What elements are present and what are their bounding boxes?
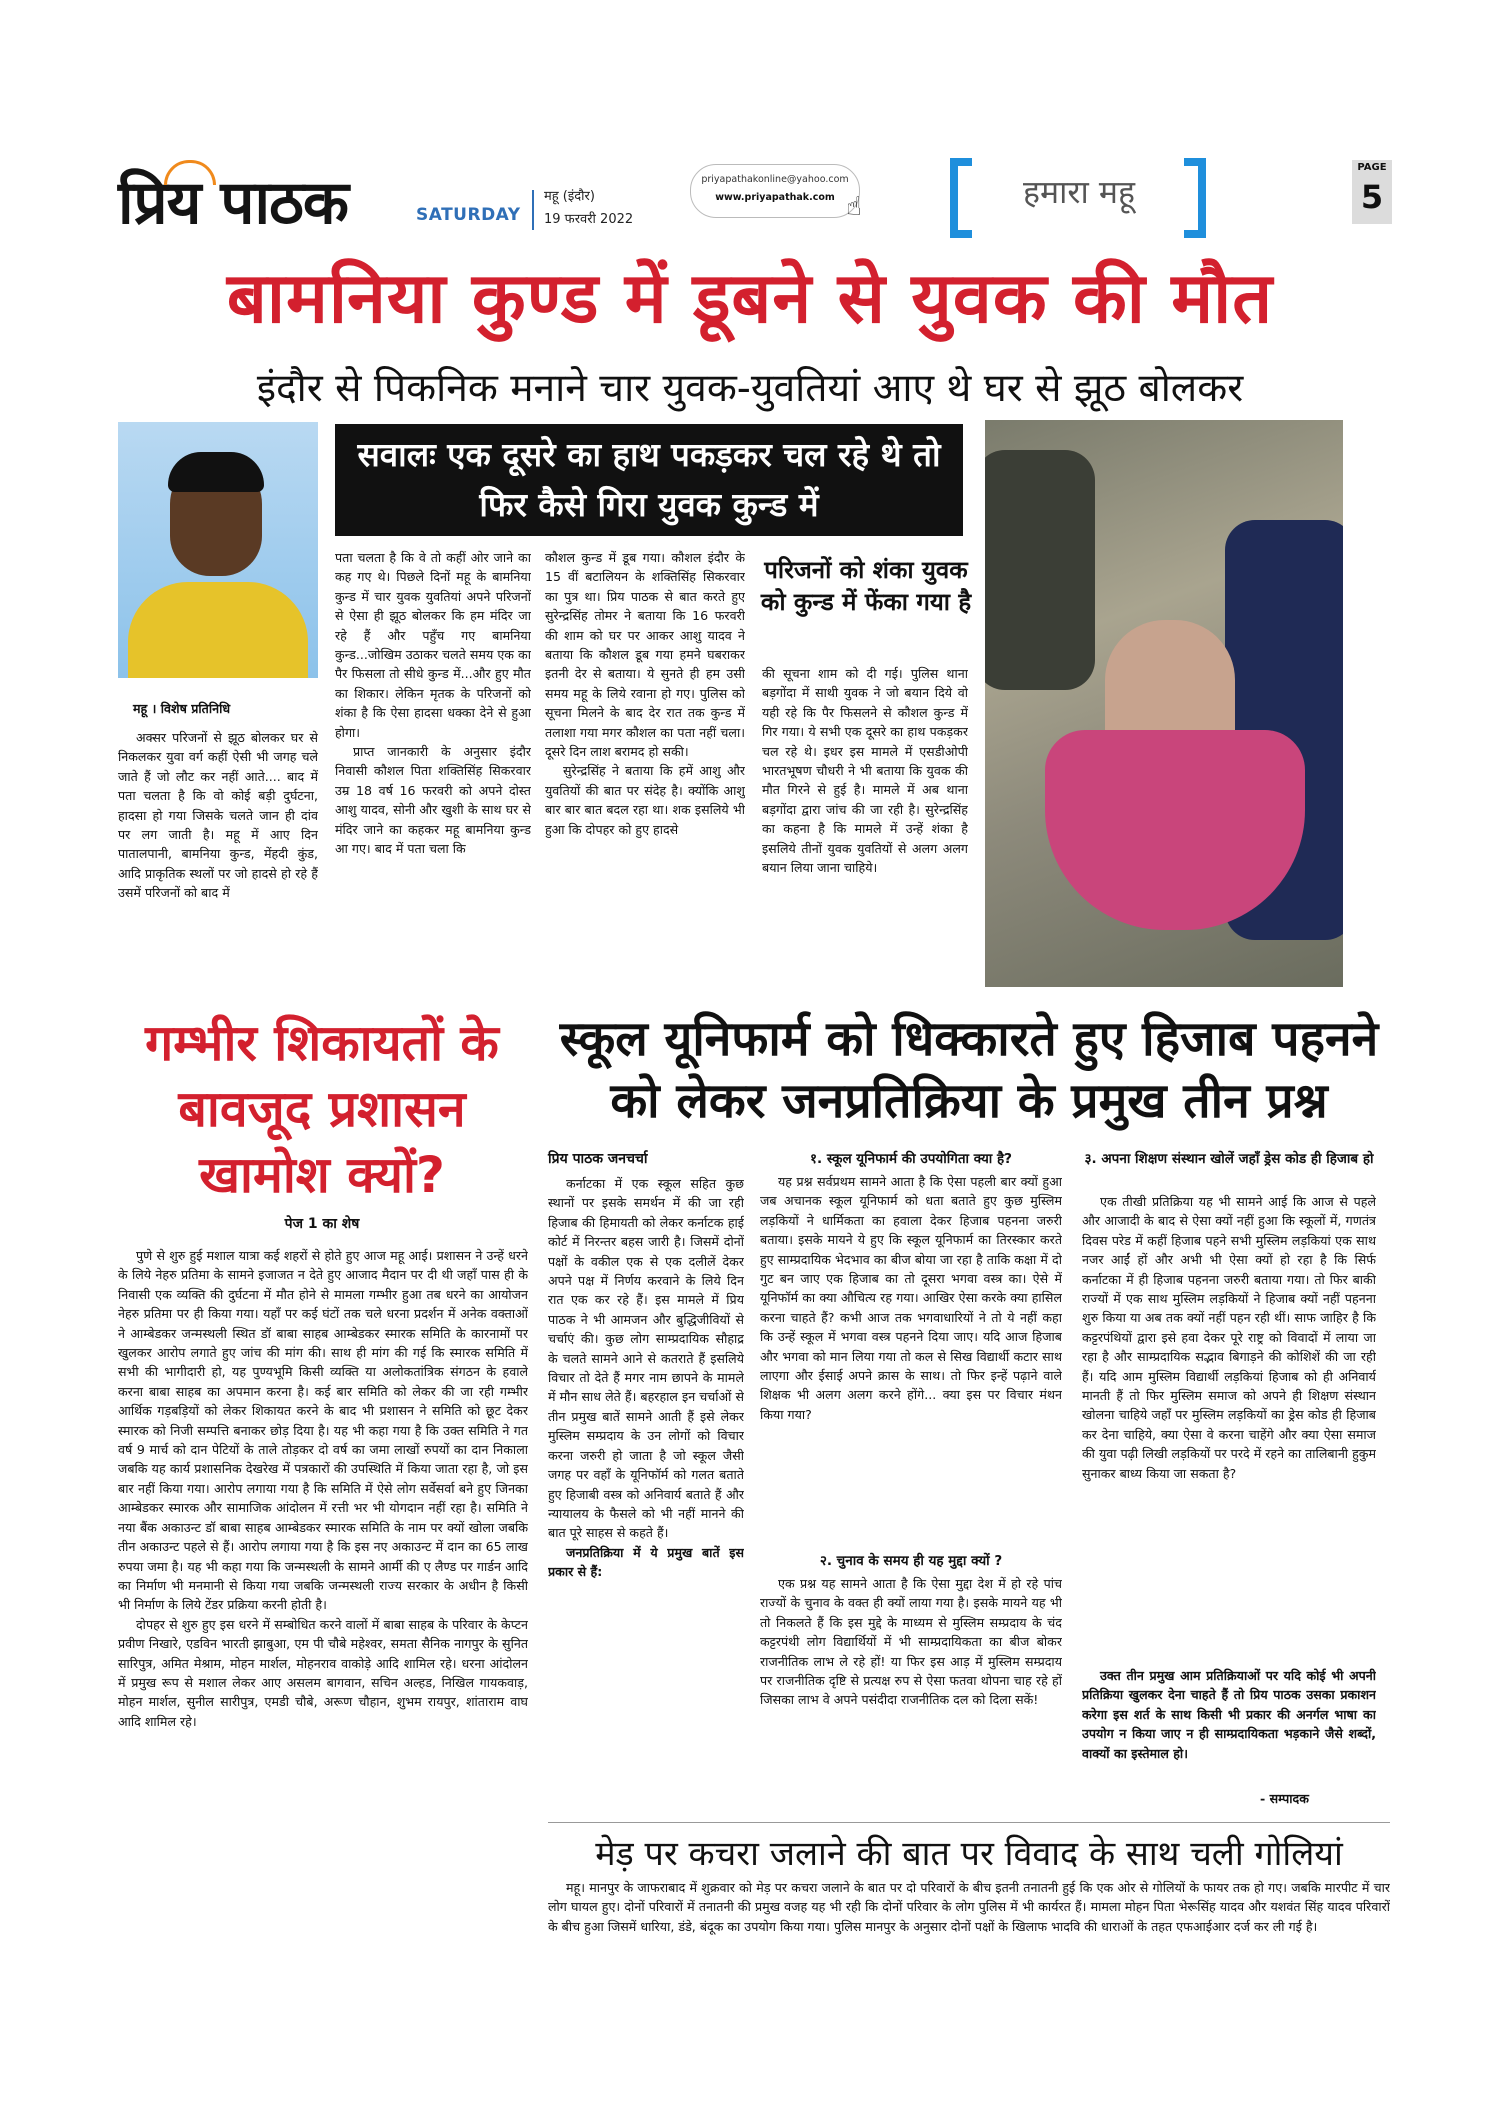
editor-note — [1082, 1666, 1376, 1788]
issue-day: SATURDAY — [416, 205, 521, 225]
question-1-heading: १. स्कूल यूनिफार्म की उपयोगिता क्या है? — [809, 1151, 1012, 1167]
section-label: हमारा महू — [1022, 173, 1136, 211]
lead-column-2 — [335, 548, 531, 998]
newspaper-logo: प्रिय पाठक — [118, 170, 348, 236]
hijab-column-1 — [548, 1174, 744, 1806]
page-number: 5 — [1360, 178, 1384, 216]
sun-logo-icon — [164, 160, 216, 185]
paragraph: की सूचना शाम को दी गई। पुलिस थाना बड़गोंदा में साथी युवक ने जो बयान दिये वो यही रहे कि पैर फिसलने से कौशल कुन्ड में गिर गया। ये सभी एक दूसरे का हाथ पकड़कर चल रहे थे। इधर इस मामले में एसडीओपी भारतभूषण चौधरी ने भी बताया कि युवक की मौत गिरने से हुई है। मामले में अब थाना बड़गोंदा द्वारा जांच की जा रही है। सुरेन्द्रसिंह का कहना है कि मामले में उन्हें शंका है इसलिये तीनों युवक युवतियों से अलग अलग बयान लिया जाना चाहिये। — [762, 666, 968, 876]
paragraph: उक्त तीन प्रमुख आम प्रतिक्रियाओं पर यदि कोई भी अपनी प्रतिक्रिया खुलकर देना चाहते हैं तो प्रिय पाठक उसका प्रकाशन करेगा इस शर्त के साथ किसी भी प्रकार की अनर्गल भाषा का उपयोग न किया जाए न ही साम्प्रदायिकता भड़काने जैसे शब्दों, वाक्यों का इस्तेमाल हो। — [1082, 1668, 1376, 1761]
complaint-headline: गम्भीर शिकायतों के बावजूद प्रशासन खामोश क्यों? — [145, 1014, 499, 1204]
right-bracket-icon — [1184, 158, 1206, 238]
contact-website: www.priyapathak.com — [715, 192, 835, 203]
left-bracket-icon — [950, 158, 972, 238]
editor-sign: - सम्पादक — [1260, 1791, 1309, 1806]
contact-box — [690, 164, 860, 218]
hijab-headline: स्कूल यूनिफार्म को धिक्कारते हुए हिजाब पहनने को लेकर जनप्रतिक्रिया के प्रमुख तीन प्रश्न — [559, 1011, 1379, 1129]
question-2-heading: २. चुनाव के समय ही यह मुद्दा क्यों ? — [819, 1553, 1003, 1569]
photo-hair — [168, 452, 264, 492]
paragraph: महू। मानपुर के जाफराबाद में शुक्रवार को मेड़ पर कचरा जलाने के बात पर दो परिवारों के बीच इतनी तनातनी हुई कि एक ओर से गोलियों के फायर तक हो गए। जबकि मारपीट में चार लोग घायल हुए। दोनों परिवारों में तनातनी की प्रमुख वजह यह भी रही कि दोनों परिवार के लोग पुलिस में भी कार्यरत हैं। मामला मोहन पिता भेरूसिंह यादव और यशवंत सिंह यादव परिवारों के बीच हुआ जिसमें धारिया, डंडे, बंदूक का उपयोग किया गया। पुलिस मानपुर के अनुसार दोनों पक्षों के खिलाफ भादवि की धाराओं के तहत एफआईआर दर्ज कर ली गई है। — [548, 1880, 1390, 1934]
lead-headline: बामनिया कुण्ड में डूबने से युवक की मौत — [226, 257, 1274, 339]
pointing-hand-icon: ☝ — [846, 192, 862, 222]
paragraph: पुणे से शुरु हुई मशाल यात्रा कई शहरों से होते हुए आज महू आई। प्रशासन ने उन्हें धरने के लिये नेहरु प्रतिमा के सामने इजाजत न देते हुए आजाद मैदान पर दी थी जहाँ पास ही के निवासी एक व्यक्ति की दुर्घटना में मौत होने से मामला गम्भीर हुआ तब धरने का आयोजन नेहरु प्रतिमा पर ही किया गया। यहाँ पर कई घंटों तक चले धरना प्रदर्शन में अनेक वक्ताओं ने आम्बेडकर जन्मस्थली स्थित डॉ बाबा साहब आम्बेडकर स्मारक समिति के कारनामों पर खुलकर आरोप लगाते हुए जांच की मांग की। साथ ही मांग की गई कि स्मारक समिति में सभी की भागीदारी हो, यह पुण्यभूमि किसी व्यक्ति या अलोकतांत्रिक संगठन के हवाले करना बाबा साहब का अपमान करना है। कई बार समिति को लेकर की जा रही गम्भीर आर्थिक गड़बड़ियों को लेकर शिकायत करने के बाद भी प्रशासन ने समिति को छूट देकर स्मारक को निजी सम्पत्ति बनाकर छोड़ दिया है। यह भी कहा गया है कि उक्त समिति ने गत वर्ष 9 मार्च को दान पेटियों के ताले तोड़कर दो वर्ष का जमा लाखों रुपयों का दान निकाला जबकि यह कार्य प्रशासनिक देखरेख में पत्रकारों की उपस्थिति में किया जाता रहा है, जो इस बार नहीं किया गया। आरोप लगाया गया है कि समिति में ऐसे लोग सर्वेसर्वा बने हुए जिनका आम्बेडकर स्मारक और सामाजिक आंदोलन में रत्ती भर भी योगदान नहीं रहा है। समिति ने नया बैंक अकाउन्ट डॉ बाबा साहब आम्बेडकर स्मारक समिति के नाम पर क्यों खोला जबकि तीन अकाउन्ट पहले से हैं। आरोप लगाया गया है कि इस नए अकाउन्ट में दान का 65 लाख रुपया जमा है। यह भी कहा गया कि जन्मस्थली के सामने आर्मी की ए लैण्ड पर गार्डन आदि का निर्माण भी मनमानी से किया गया जबकि जन्मस्थली राज्य सरकार के अधीन है किसी भी निर्माण के लिये टेंडर प्रक्रिया करनी होती है। — [118, 1248, 528, 1613]
question-1-text — [760, 1172, 1062, 1548]
paragraph: यह प्रश्न सर्वप्रथम सामने आता है कि ऐसा पहली बार क्यों हुआ जब अचानक स्कूल यूनिफार्म को धता बताते हुए कुछ मुस्लिम लड़कियों ने धार्मिकता का हवाला देकर हिजाब पहनना जरुरी बताया। इसके मायने ये हुए कि स्कूल यूनिफार्म का तिरस्कार करते हुए साम्प्रदायिक भेदभाव का बीज बोया जा रहा है ताकि कक्षा में दो गुट बन जाए एक हिजाब का तो दूसरा भगवा वस्त्र का। ऐसे में यूनिफॉर्म का क्या औचित्य रह गया। आखिर ऐसा करके क्या हासिल करना चाहते हैं? कभी आज तक भगवाधारियों ने तो ये नहीं कहा कि उन्हें स्कूल में भगवा वस्त्र पहनने दिया जाए। यदि आज हिजाब और भगवा को मान लिया गया तो कल से सिख विद्यार्थी कटार साथ लाएगा और ईसाई अपने क्रास के साथ। तो फिर इन्हें पढ़ाने वाले शिक्षक भी अलग अलग करने होंगे... क्या इस पर विचार मंथन किया गया? — [760, 1174, 1062, 1422]
lead-subhead: इंदौर से पिकनिक मनाने चार युवक-युवतियां आए थे घर से झूठ बोलकर — [256, 366, 1244, 411]
question-text: सवालः एक दूसरे का हाथ पकड़कर चल रहे थे तो फिर कैसे गिरा युवक कुन्ड में — [357, 435, 941, 524]
column-label: प्रिय पाठक जनचर्चा — [548, 1151, 648, 1167]
question-2-text — [760, 1574, 1062, 1806]
lead-column-4 — [762, 664, 968, 998]
question-3-text — [1082, 1192, 1376, 1662]
paragraph: पता चलता है कि वे तो कहीं ओर जाने का कह गए थे। पिछले दिनों महू के बामनिया कुन्ड में चार युवक युवतियां अपने परिजनों से ऐसा ही झूठ बोलकर कि हम मंदिर जा रहे हैं और पहुँच गए बामनिया कुन्ड...जोखिम उठाकर चलते समय एक का पैर फिसला तो सीधे कुन्ड में...और हुए मौत का शिकार। लेकिन मृतक के परिजनों को शंका है कि ऐसा हादसा धक्का देने से हुआ होगा। — [335, 550, 531, 740]
question-3-heading: ३. अपना शिक्षण संस्थान खोलें जहाँ ड्रेस कोड ही हिजाब हो — [1084, 1151, 1374, 1167]
issue-place: महू (इंदौर) — [544, 189, 595, 204]
contact-email: priyapathakonline@yahoo.com — [701, 174, 849, 185]
paragraph: सुरेन्द्रसिंह ने बताया कि हमें आशु और युवतियों की बात पर संदेह है। क्योंकि आशु बार बार बात बदल रहा था। शक इसलिये भी हुआ कि दोपहर को हुए हादसे — [545, 763, 745, 837]
photo-arm — [985, 450, 1095, 690]
complaint-body — [118, 1246, 528, 1806]
paragraph: जनप्रतिक्रिया में ये प्रमुख बातें इस प्रकार से हैं: — [548, 1544, 744, 1580]
paragraph: एक प्रश्न यह सामने आता है कि ऐसा मुद्दा देश में हो रहे पांच राज्यों के चुनाव के वक्त ही क्यों लाया गया है। इसके मायने यह भी तो निकलते हैं कि इस मुद्दे के माध्यम से मुस्लिम सम्प्रदाय के चंद कट्टरपंथी लोग विद्यार्थियों में भी साम्प्रदायिकता का बीज बोकर राजनीतिक लाभ ले रहे हों! या फिर इस आड़ में मुस्लिम सम्प्रदाय पर राजनीतिक दृष्टि से प्रत्यक्ष रुप से ऐसा फतवा थोपना चाह रहे हों जिसका लाभ वे अपने पसंदीदा राजनीतिक दल को दिला सकें! — [760, 1576, 1062, 1708]
paragraph: कौशल कुन्ड में डूब गया। कौशल इंदौर के 15 वीं बटालियन के शक्तिसिंह सिकरवार का पुत्र था। प्रिय पाठक से बात करते हुए सुरेन्द्रसिंह तोमर ने बताया कि 16 फरवरी की शाम को घर पर आकर आशु यादव ने बताया कि कौशल डूब गया हमने घबराकर इतनी देर से बताया। ये सुनते ही हम उसी समय महू के लिये रवाना हो गए। पुलिस को सूचना मिलने के बाद देर रात तक कुन्ड में तलाशा गया मगर कौशल का पता नहीं चला। दूसरे दिन लाश बरामद हो सकी। — [545, 550, 745, 760]
paragraph: प्राप्त जानकारी के अनुसार इंदौर निवासी कौशल पिता शक्तिसिंह सिकरवार उम्र 18 वर्ष 16 फरवरी को अपने दोस्त आशु यादव, सोनी और खुशी के साथ घर से मंदिर जाने का कहकर महू बामनिया कुन्ड आ गए। बाद में पता चला कि — [335, 744, 531, 857]
lead-column-1 — [118, 728, 318, 998]
lead-column-3 — [545, 548, 745, 998]
complaint-kicker: पेज 1 का शेष — [284, 1216, 360, 1232]
paragraph: दोपहर से शुरु हुए इस धरने में सम्बोधित करने वालों में बाबा साहब के परिवार के केप्टन प्रवीण निखारे, एडविन भारती झाबुआ, एम पी चौबे महेश्वर, समता सैनिक नागपुर के सुनित सारिपुत्र, अमित मेश्राम, मोहन मार्शल, मोहनराव वाकोड़े आदि शामिल रहे। धरना आंदोलन में प्रमुख रूप से मशाल लेकर आए असलम बागवान, सचिन अल्हड, निखिल गायकवाड़, मोहन मार्शल, सुनील सारीपुत्र, एमडी चौबे, अरूण चौहान, शुभम रायपुर, शांताराम वाघ आदि शामिल रहे। — [118, 1616, 528, 1729]
page-label: PAGE — [1357, 162, 1387, 173]
dateline-divider — [532, 190, 534, 230]
concern-heading: परिजनों को शंका युवक को कुन्ड में फेंका गया है — [760, 556, 972, 616]
rescue-photo — [985, 420, 1343, 987]
shooting-body — [548, 1878, 1390, 1978]
paragraph: अक्सर परिजनों से झूठ बोलकर घर से निकलकर युवा वर्ग कहीं ऐसी भी जगह चले जाते हैं जो लौट कर नहीं आते.... बाद में पता चलता है कि वो कोई बड़ी दुर्घटना, हादसा हो गया जिसके चलते जान ही दांव पर लग जाती है। महू में आए दिन पातालपानी, बामनिया कुन्ड, मेंहदी कुंड, आदि प्राकृतिक स्थलों पर जो हादसे हो रहे हैं उसमें परिजनों को बाद में — [118, 730, 318, 901]
photo-shirt — [128, 582, 308, 678]
issue-date: 19 फरवरी 2022 — [544, 212, 634, 227]
victim-photo — [118, 422, 318, 678]
byline: महू । विशेष प्रतिनिधि — [133, 701, 231, 716]
paragraph: एक तीखी प्रतिक्रिया यह भी सामने आई कि आज से पहले और आजादी के बाद से ऐसा क्यों नहीं हुआ कि स्कूलों में, गणतंत्र दिवस परेड में कहीं हिजाब पहने सभी मुस्लिम लड़कियां एक साथ नजर आईं हों और अभी भी ऐसा क्यों हो रहा है कि सिर्फ कर्नाटका में ही हिजाब पहनना जरुरी बताया गया। तो फिर बाकी राज्यों में एक साथ मुस्लिम लड़कियों ने हिजाब क्यों नहीं पहनना शुरु किया या अब तक क्यों नहीं पहन रही थीं। साफ जाहिर है कि कट्टरपंथियों द्वारा इसे हवा देकर पूरे राष्ट्र को विवादों में लाया जा रहा है और साम्प्रदायिक सद्भाव बिगाड़ने की कोशिशें की जा रही हैं। यदि आम मुस्लिम विद्यार्थी लड़कियां हिजाब को ही अनिवार्य मानती हैं तो फिर मुस्लिम समाज को अपने ही शिक्षण संस्थान खोलना चाहिये जहाँ पर मुस्लिम लड़कियों का ड्रेस कोड ही हिजाब कर देना चाहिये, क्या ऐसा वे करना चाहेंगे और क्या ऐसा समाज की युवा पढ़ी लिखी लड़कियों पर परदे में रहने का तालिबानी हुकुम सुनाकर बाध्य किया जा सकता है? — [1082, 1194, 1376, 1481]
paragraph: कर्नाटका में एक स्कूल सहित कुछ स्थानों पर इसके समर्थन में की जा रही हिजाब की हिमायती को लेकर कर्नाटक हाई कोर्ट में निरन्तर बहस जारी है। जिसमें दोनों पक्षों के वकील एक से एक दलीलें देकर अपने पक्ष में निर्णय करवाने के लिये दिन रात एक कर रहे हैं। इस मामले में प्रिय पाठक ने भी आमजन और बुद्धिजीवियों से चर्चाएं की। कुछ लोग साम्प्रदायिक सौहाद्र के चलते सामने आने से कतराते हैं इसलिये विचार तो देते हैं मगर नाम छापने के मामले में मौन साध लेते हैं। बहरहाल इन चर्चाओं से तीन प्रमुख बातें सामने आती हैं इसे लेकर मुस्लिम सम्प्रदाय के उन लोगों को विचार करना जरुरी हो जाता है जो स्कूल जैसी जगह पर वहाँ के यूनिफॉर्म को गलत बताते हुए हिजाबी वस्त्र को अनिवार्य बताते हैं और न्यायालय के फैसले को भी नहीं मानने की बात पूरे साहस से कहते हैं। — [548, 1176, 744, 1541]
shooting-headline: मेड़ पर कचरा जलाने की बात पर विवाद के साथ चली गोलियां — [548, 1822, 1390, 1875]
